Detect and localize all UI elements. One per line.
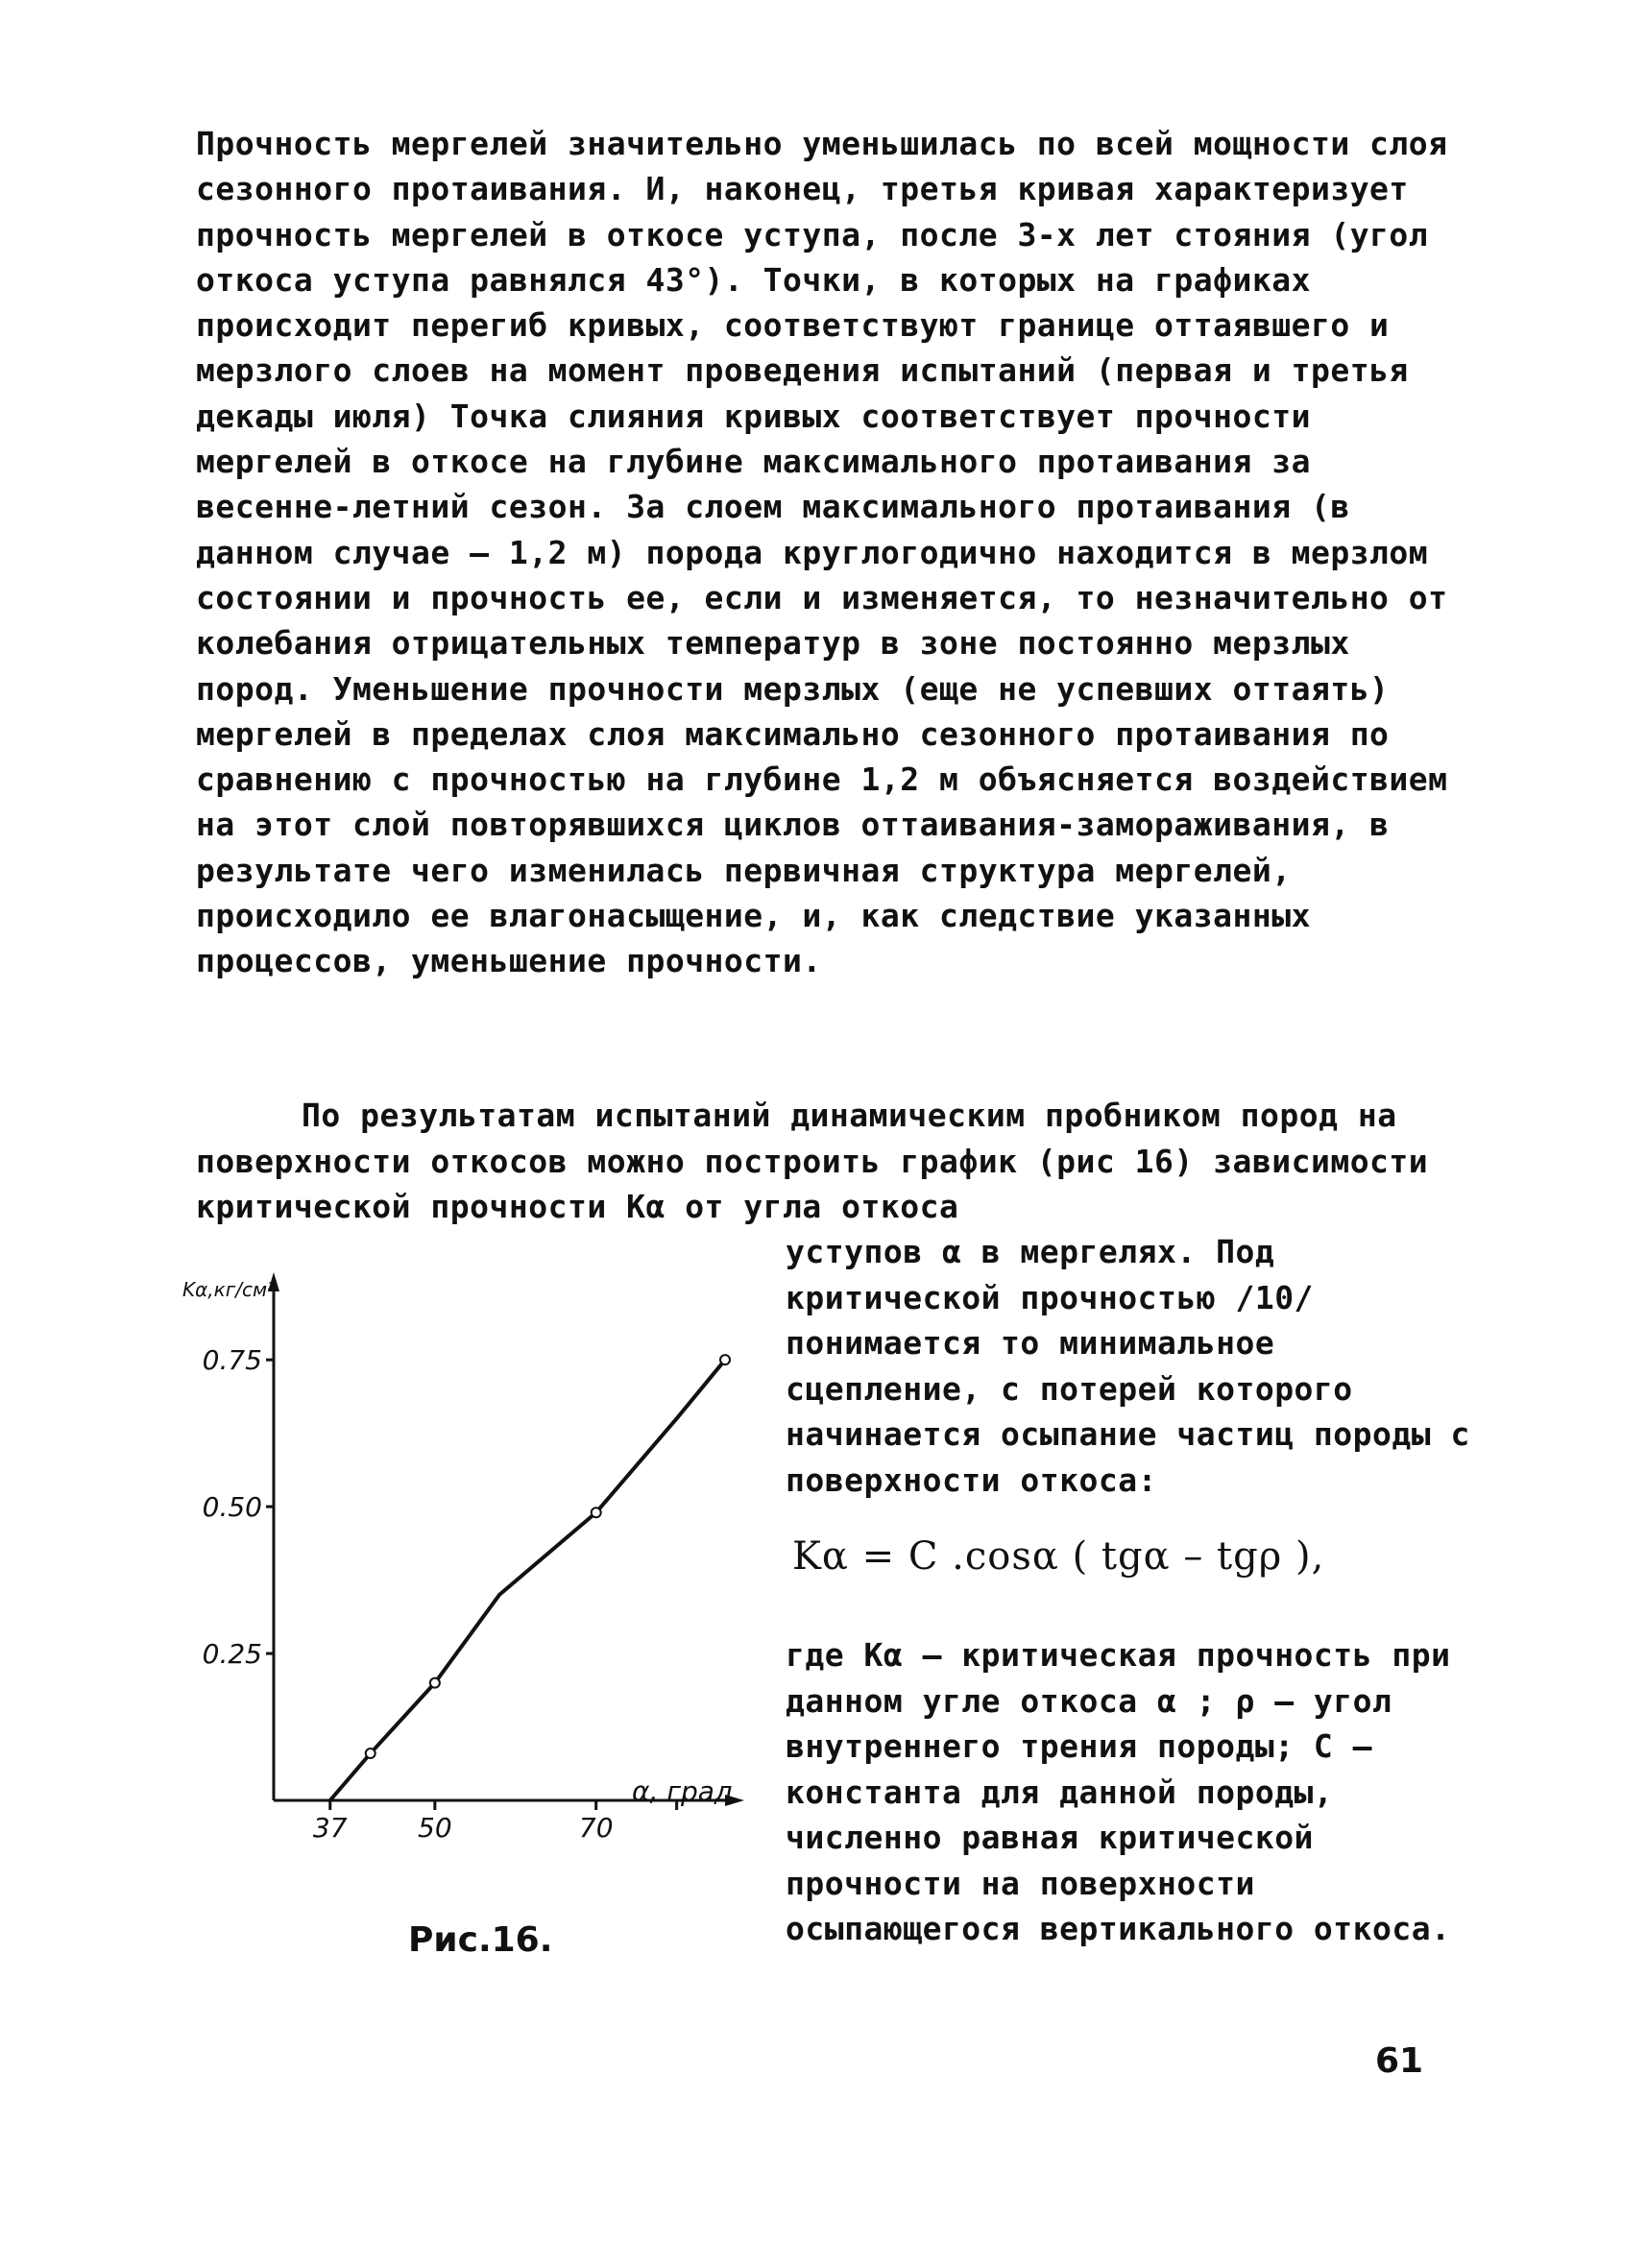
chart: [173, 1248, 749, 1901]
formula: Kα = C .cosα ( tgα – tgρ ),: [792, 1534, 1325, 1579]
y-tick-label: 0.50: [202, 1491, 262, 1524]
x-tick-label: 37: [312, 1812, 348, 1844]
body-paragraph-2: По результатам испытаний динамическим пробником пород на поверхности откосов можно построить график (рис 16) зависимости критической прочности Kα от угла откоса: [196, 1097, 1429, 1225]
y-axis-label: Kα,кг/см²: [182, 1278, 276, 1301]
x-axis-label: α, град: [632, 1775, 734, 1807]
data-point: [592, 1508, 601, 1517]
figure-caption: Рис.16.: [408, 1920, 553, 1960]
x-tick-label: 70: [578, 1812, 614, 1844]
y-tick-label: 0.75: [202, 1344, 262, 1377]
data-point: [720, 1355, 730, 1364]
data-point: [430, 1678, 440, 1688]
page-number: 61: [1375, 2041, 1424, 2081]
chart-axes: [268, 1272, 744, 1806]
x-tick-label: 50: [418, 1812, 452, 1844]
chart-curve: [330, 1355, 730, 1800]
y-tick-label: 0.25: [202, 1638, 262, 1671]
data-point: [366, 1749, 375, 1758]
right-column-text: уступов α в мергелях. Под критической прочностью /10/ понимается то минимальное сцепление, с потерей которого начинается осыпание частиц породы с поверхности откоса:: [786, 1233, 1470, 1499]
formula-explanation: где Kα – критическая прочность при данном угле откоса α ; ρ – угол внутреннего трения породы; C – константа для данной породы, численно равная критической прочности на поверхности осыпающегося вертикального откоса.: [786, 1636, 1451, 1947]
series-line: [330, 1360, 725, 1800]
body-paragraph-1: Прочность мергелей значительно уменьшилась по всей мощности слоя сезонного протаивания. И, наконец, третья кривая характеризует прочность мергелей в откосе уступа, после 3-х лет стояния (угол откоса уступа равнялся 43°). Точки, в которых на графиках происходит перегиб кривых, соответствуют границе оттаявшего и мерзлого слоев на момент проведения испытаний (первая и третья декады июля) Точка слияния кривых соответствует прочности мергелей в откосе на глубине максимального протаивания за весенне-летний сезон. За слоем максимального протаивания (в данном случае – 1,2 м) порода круглогодично находится в мерзлом состоянии и прочность ее, если и изменяется, то незначительно от колебания отрицательных температур в зоне постоянно мерзлых пород. Уменьшение прочности мерзлых (еще не успевших оттаять) мергелей в пределах слоя максимально сезонного протаивания по сравнению с прочностью на глубине 1,2 м объясняется воздействием на этот слой повторявшихся циклов оттаивания-замораживания, в результате чего изменилась первичная структура мергелей, происходило ее влагонасыщение, и, как следствие указанных процессов, уменьшение прочности.: [196, 125, 1448, 980]
